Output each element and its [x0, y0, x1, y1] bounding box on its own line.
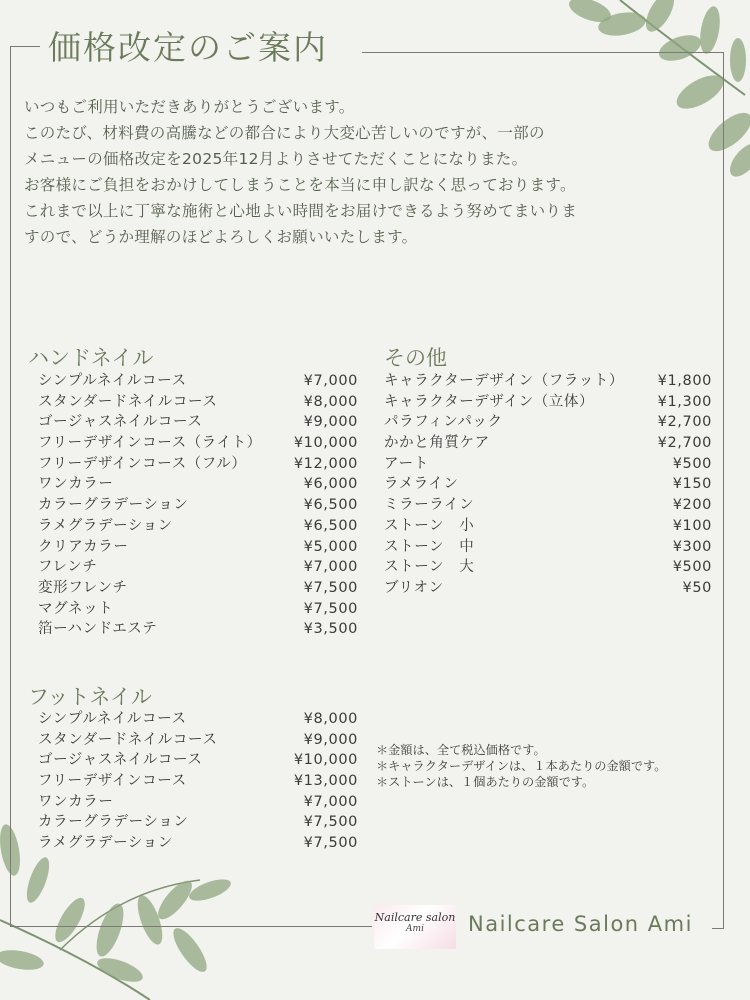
logo-text: Nailcare salon: [374, 911, 456, 924]
price-item: [38, 495, 358, 516]
item-price: ¥50: [682, 579, 712, 596]
item-name: パラフィンパック: [384, 414, 503, 431]
frame-line-top-right: [362, 52, 724, 53]
item-price: ¥9,000: [303, 414, 358, 431]
item-name: かかと角質ケア: [384, 435, 490, 452]
item-name: フリーデザインコース（フル）: [38, 455, 247, 472]
foot-nail-price-list: [38, 709, 358, 854]
item-name: ゴージャスネイルコース: [38, 752, 203, 769]
page-title: 価格改定のご案内: [48, 28, 328, 67]
item-name: シンプルネイルコース: [38, 373, 187, 389]
price-item: [384, 578, 712, 599]
price-item: [38, 516, 358, 537]
item-name: フリーデザインコース: [38, 773, 187, 790]
other-heading: その他: [384, 346, 447, 370]
price-item: [38, 599, 358, 620]
price-item: [384, 537, 712, 558]
item-price: ¥10,000: [293, 435, 358, 452]
frame-line-right: [723, 52, 724, 928]
price-item: [38, 578, 358, 599]
price-item: [384, 371, 712, 392]
item-name: ラメグラデーション: [38, 517, 173, 534]
item-price: ¥6,500: [303, 497, 358, 514]
price-item: [384, 474, 712, 495]
item-name: シンプルネイルコース: [38, 711, 187, 727]
brand-name: Nailcare Salon Ami: [468, 912, 693, 936]
note-line: ＊ストーンは、１個あたりの金額です。: [376, 775, 595, 789]
item-price: ¥500: [672, 559, 712, 576]
price-item: [38, 433, 358, 454]
item-name: キャラクターデザイン（立体）: [384, 393, 595, 410]
item-price: ¥7,000: [303, 559, 358, 576]
price-item: [384, 495, 712, 516]
item-name: スタンダードネイルコース: [38, 731, 218, 748]
item-name: ラメグラデーション: [38, 835, 173, 852]
note-line: ＊金額は、全て税込価格です。: [376, 743, 546, 757]
item-price: ¥1,300: [657, 393, 712, 410]
intro-line: すので、どうか理解のほどよろしくお願いいたします。: [24, 228, 418, 246]
item-price: ¥12,000: [293, 455, 358, 472]
frame-line-left: [10, 46, 11, 926]
price-item: [384, 557, 712, 578]
item-price: ¥7,000: [303, 373, 358, 389]
price-item: [38, 750, 358, 771]
hand-nail-price-list: [38, 371, 358, 640]
item-name: ストーン 中: [384, 538, 475, 555]
item-name: キャラクターデザイン（フラット）: [384, 373, 625, 389]
item-name: ワンカラー: [38, 476, 114, 493]
item-name: クリアカラー: [38, 538, 129, 555]
price-item: [38, 771, 358, 792]
intro-line: これまで以上に丁寧な施術と心地よい時間をお届けできるよう努めてまいりま: [24, 202, 578, 220]
price-item: [384, 454, 712, 475]
item-name: フリーデザインコース（ライト）: [38, 435, 262, 452]
item-price: ¥5,000: [303, 538, 358, 555]
note-line: ＊キャラクターデザインは、１本あたりの金額です。: [376, 759, 667, 773]
price-item: [38, 537, 358, 558]
item-name: カラーグラデーション: [38, 814, 189, 831]
intro-line: お客様にご負担をおかけしてしまうことを本当に申し訳なく思っております。: [24, 176, 576, 194]
item-price: ¥7,500: [303, 579, 358, 596]
intro-line: いつもご利用いただきありがとうございます。: [24, 98, 355, 116]
item-name: ミラーライン: [384, 497, 475, 514]
price-item: [38, 730, 358, 751]
item-name: カラーグラデーション: [38, 497, 189, 514]
item-name: フレンチ: [38, 559, 98, 576]
item-name: ゴージャスネイルコース: [38, 414, 203, 431]
item-price: ¥6,500: [303, 517, 358, 534]
item-name: 箔ーハンドエステ: [38, 621, 158, 638]
item-price: ¥7,000: [303, 793, 358, 810]
hand-nail-heading: ハンドネイル: [28, 346, 154, 370]
item-price: ¥9,000: [303, 731, 358, 748]
intro-message: [24, 94, 664, 250]
intro-line: メニューの価格改定を2025年12月よりさせてただくことになりまた。: [24, 150, 528, 168]
frame-line-top-left: [10, 46, 40, 47]
item-price: ¥6,000: [303, 476, 358, 493]
price-item: [38, 371, 358, 392]
item-price: ¥150: [672, 476, 712, 493]
price-item: [38, 792, 358, 813]
price-item: [38, 454, 358, 475]
item-name: 変形フレンチ: [38, 579, 128, 596]
item-price: ¥200: [672, 497, 712, 514]
price-item: [384, 516, 712, 537]
item-price: ¥7,500: [303, 814, 358, 831]
price-item: [384, 433, 712, 454]
item-name: マグネット: [38, 600, 114, 617]
salon-logo: [374, 905, 456, 949]
item-price: ¥10,000: [293, 752, 358, 769]
item-price: ¥13,000: [293, 773, 358, 790]
item-price: ¥2,700: [657, 435, 712, 452]
item-price: ¥7,500: [303, 600, 358, 617]
item-price: ¥500: [672, 455, 712, 472]
item-price: ¥2,700: [657, 414, 712, 431]
foot-nail-heading: フットネイル: [28, 685, 152, 709]
item-name: ワンカラー: [38, 793, 114, 810]
price-item: [38, 619, 358, 640]
item-price: ¥100: [672, 517, 712, 534]
price-item: [384, 412, 712, 433]
item-price: ¥300: [672, 538, 712, 555]
item-name: ストーン 小: [384, 517, 475, 534]
price-notes: [376, 742, 666, 790]
item-name: アート: [384, 455, 429, 472]
other-price-list: [384, 371, 712, 599]
item-name: ストーン 大: [384, 559, 475, 576]
item-price: ¥8,000: [303, 393, 358, 410]
item-price: ¥7,500: [303, 835, 358, 852]
item-price: ¥1,800: [657, 373, 712, 389]
item-price: ¥8,000: [303, 711, 358, 727]
item-name: スタンダードネイルコース: [38, 393, 218, 410]
price-item: [38, 392, 358, 413]
price-item: [38, 474, 358, 495]
price-item: [38, 557, 358, 578]
price-item: [38, 709, 358, 730]
intro-line: このたび、材料費の高騰などの都合により大変心苦しいのですが、一部の: [24, 124, 545, 142]
price-item: [384, 392, 712, 413]
frame-line-bottom-right: [712, 928, 724, 929]
logo-subtext: Ami: [406, 924, 424, 934]
item-name: ラメライン: [384, 476, 459, 493]
price-item: [38, 812, 358, 833]
price-item: [38, 833, 358, 854]
item-name: ブリオン: [384, 579, 444, 596]
frame-line-bottom-left: [10, 926, 372, 927]
item-price: ¥3,500: [303, 621, 358, 638]
price-item: [38, 412, 358, 433]
